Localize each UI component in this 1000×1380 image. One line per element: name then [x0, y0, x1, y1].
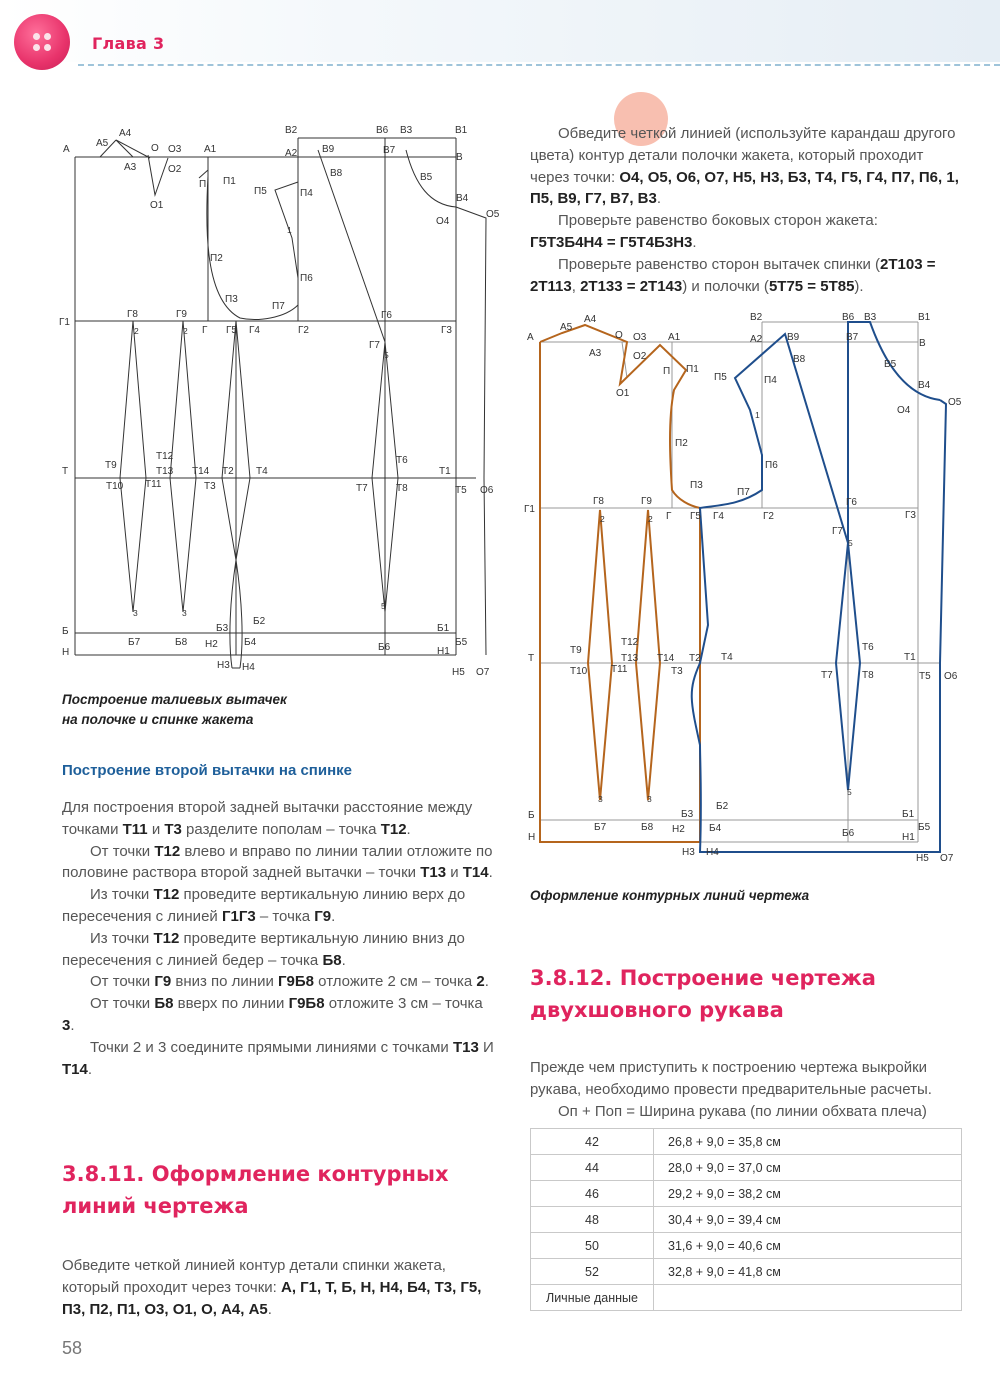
- fig1-label-b6: В6: [376, 125, 389, 136]
- fig1-label-p1: П1: [223, 176, 236, 187]
- fig1-label-p2: П2: [210, 253, 223, 264]
- table-row: [531, 1233, 962, 1259]
- fig2-label-bb: Б: [528, 810, 535, 821]
- fig1-label-o4: О4: [436, 216, 450, 227]
- fig2-label-1: 1: [755, 410, 760, 420]
- fig1-label-g7: Г7: [369, 340, 380, 351]
- fig1-label-t9: Т9: [105, 460, 117, 471]
- fig2-label-g2: Г2: [763, 511, 774, 522]
- fig2-label-p: П: [663, 366, 671, 377]
- size-cell: 42: [531, 1129, 654, 1155]
- fig1-label-n4: Н4: [242, 662, 255, 673]
- fig2-label-t: Т: [528, 653, 535, 664]
- fig1-label-g4: Г4: [249, 325, 260, 336]
- fig2-label-g7: Г7: [832, 526, 843, 537]
- fig1-label-t: Т: [62, 466, 69, 477]
- fig2-label-b3: В3: [864, 312, 877, 323]
- left-body-text: Для построения второй задней вытачки расстояние между точками Т11 и Т3 разделите пополам – точка Т12. От точки Т12 влево и вправо по линии талии отложите по половине раствора второй задней вытачки – точки Т13 и Т14. Из точки Т12 проведите вертикальную линию верх до пересечения с линией Г1Г3 – точка Г9. Из точки Т12 проведите вертикальную линию вниз до пересечения с линией бедер – точка Б8. От точки Г9 вниз по линии Г9Б8 отложите 2 см – точка 2. От точки Б8 вверх по линии Г9Б8 отложите 3 см – точка 3. Точки 2 и 3 соедините прямыми линиями с точками Т13 И Т14.: [62, 799, 494, 1078]
- fig1-label-t8: Т8: [396, 483, 408, 494]
- figure-contour-lines: [524, 306, 970, 868]
- fig1-label-bb4: Б4: [244, 637, 257, 648]
- figure1-caption: [62, 690, 287, 730]
- fig1-label-a: А: [63, 144, 70, 155]
- fig2-label-o: О: [615, 330, 623, 341]
- fig1-label-n: Н: [62, 647, 70, 658]
- fig1-label-g5: Г5: [226, 325, 237, 336]
- size-cell: 48: [531, 1207, 654, 1233]
- table-row: [531, 1259, 962, 1285]
- fig1-label-b3: В3: [400, 125, 413, 136]
- fig1-label-o6: О6: [480, 485, 494, 496]
- fig2-label-t10: Т10: [570, 666, 588, 677]
- fig2-label-o5: О5: [948, 397, 962, 408]
- fig1-label-o2: О2: [168, 164, 182, 175]
- figure1-caption-line2: на полочке и спинке жакета: [62, 712, 254, 727]
- pattern-drawing-1: [58, 118, 498, 678]
- fig2-label-o4: О4: [897, 405, 911, 416]
- table-row: [531, 1155, 962, 1181]
- fig1-label-2b: 2: [183, 326, 188, 336]
- fig2-label-bb2: Б2: [716, 801, 729, 812]
- fig2-label-p5: П5: [714, 372, 727, 383]
- fig1-label-bb8: Б8: [175, 637, 188, 648]
- fig2-label-3a: 3: [598, 794, 603, 804]
- fig1-label-b2: В2: [285, 125, 298, 136]
- calc-cell: 32,8 + 9,0 = 41,8 см: [654, 1259, 962, 1285]
- fig2-label-b7: В7: [846, 332, 859, 343]
- section-title-3-8-12: [530, 962, 876, 1026]
- fig2-label-b9: В9: [787, 332, 800, 343]
- fig2-label-g5: Г5: [690, 511, 701, 522]
- fig2-label-a3: А3: [589, 348, 602, 359]
- fig2-label-t13: Т13: [621, 653, 639, 664]
- fig2-label-n5: Н5: [916, 853, 929, 864]
- fig1-label-b4: В4: [456, 193, 469, 204]
- fig1-label-bb6: Б6: [378, 642, 391, 653]
- size-cell: 46: [531, 1181, 654, 1207]
- calc-cell: 26,8 + 9,0 = 35,8 см: [654, 1129, 962, 1155]
- fig2-label-b6: В6: [842, 312, 855, 323]
- fig2-label-a: А: [527, 332, 534, 343]
- sleeve-intro-line2: рукава, необходимо провести предварительные расчеты.: [530, 1080, 932, 1098]
- fig2-label-g8: Г8: [593, 496, 604, 507]
- fig2-label-g9: Г9: [641, 496, 652, 507]
- fig1-label-t12: Т12: [156, 451, 174, 462]
- fig1-label-o7: О7: [476, 667, 490, 678]
- fig2-label-bb7: Б7: [594, 822, 607, 833]
- fig1-label-t3: Т3: [204, 481, 216, 492]
- table-row: [531, 1285, 962, 1311]
- fig1-label-t5: Т5: [455, 485, 467, 496]
- pattern-drawing-2: [524, 306, 970, 868]
- fig1-label-bb7: Б7: [128, 637, 141, 648]
- fig1-label-g: Г: [202, 325, 208, 336]
- fig1-label-o5: О5: [486, 209, 500, 220]
- fig1-label-5b: 5: [381, 601, 386, 611]
- table-row: [531, 1129, 962, 1155]
- fig1-label-a4: А4: [119, 128, 132, 139]
- chapter-title: Глава 3: [92, 34, 165, 53]
- fig2-label-a5: А5: [560, 322, 573, 333]
- fig1-label-t11: Т11: [145, 479, 162, 490]
- fig2-label-n2: Н2: [672, 824, 685, 835]
- fig1-label-p4: П4: [300, 188, 313, 199]
- fig2-label-3b: 3: [647, 794, 652, 804]
- fig2-label-bb4: Б4: [709, 823, 722, 834]
- fig1-label-n1: Н1: [437, 646, 450, 657]
- fig1-label-b1: В1: [455, 125, 468, 136]
- fig1-label-b: В: [456, 152, 463, 163]
- fig2-label-p7: П7: [737, 487, 750, 498]
- fig1-label-g3: Г3: [441, 325, 452, 336]
- section-title-3-8-12-line2: двухшовного рукава: [530, 998, 784, 1022]
- fig1-label-o3: О3: [168, 144, 182, 155]
- fig1-label-g1: Г1: [59, 317, 70, 328]
- fig2-label-b5: В5: [884, 359, 897, 370]
- fig2-label-t12: Т12: [621, 637, 639, 648]
- fig1-label-p6: П6: [300, 273, 313, 284]
- fig1-label-3b: 3: [182, 608, 187, 618]
- fig1-label-b7: В7: [383, 145, 396, 156]
- figure1-labels: [59, 125, 500, 678]
- fig2-label-2a: 2: [600, 514, 605, 524]
- fig1-label-t7: Т7: [356, 483, 368, 494]
- fig2-label-b: В: [919, 338, 926, 349]
- fig1-label-g9: Г9: [176, 309, 187, 320]
- fig1-label-b8: В8: [330, 168, 343, 179]
- fig1-label-n5: Н5: [452, 667, 465, 678]
- fig2-label-b1: В1: [918, 312, 931, 323]
- fig1-label-b9: В9: [322, 144, 335, 155]
- fig2-label-n: Н: [528, 832, 536, 843]
- figure2-caption: Оформление контурных линий чертежа: [530, 888, 810, 903]
- fig2-label-5a: 5: [848, 538, 853, 548]
- front-contour-lines: [692, 322, 946, 852]
- fig1-label-t10: Т10: [106, 481, 124, 492]
- fig1-label-bb: Б: [62, 626, 69, 637]
- fig2-label-t14: Т14: [657, 653, 675, 664]
- right-intro-text: Обведите четкой линией (используйте карандаш другого цвета) контур детали полочки жакета, который проходит через точки: О4, О5, О6, О7, Н5, Н3, Б3, Т4, Г5, Г4, П7, П6, 1, П5, В9, Г7, В7, В3. Проверьте равенство боковых сторон жакета: Г5Т3Б4Н4 = Г5Т4Б3Н3. Проверьте равенство сторон вытачек спинки (2Т103 = 2Т113, 2Т133 = 2Т143) и полочки (5Т75 = 5Т85).: [530, 125, 959, 295]
- sewing-button-icon: [14, 14, 70, 70]
- fig1-label-g8: Г8: [127, 309, 138, 320]
- sleeve-intro-text: [530, 1057, 970, 1122]
- fig1-label-3a: 3: [133, 608, 138, 618]
- sleeve-width-table: [530, 1128, 962, 1311]
- fig2-label-bb8: Б8: [641, 822, 654, 833]
- size-cell: 44: [531, 1155, 654, 1181]
- fig2-label-b4: В4: [918, 380, 931, 391]
- fig2-label-t5: Т5: [919, 671, 931, 682]
- header-divider: [78, 64, 1000, 66]
- sleeve-width-formula: Оп + Поп = Ширина рукава (по линии обхвата плеча): [558, 1102, 927, 1120]
- section-title-3-8-11-line2: линий чертежа: [62, 1194, 249, 1218]
- fig2-label-n1: Н1: [902, 832, 915, 843]
- figure1-caption-line1: Построение талиевых вытачек: [62, 692, 287, 707]
- fig2-label-n4: Н4: [706, 847, 719, 858]
- fig2-label-o1: О1: [616, 388, 630, 399]
- fig1-label-t6: Т6: [396, 455, 408, 466]
- calc-cell: 28,0 + 9,0 = 37,0 см: [654, 1155, 962, 1181]
- section-title-3-8-11: [62, 1158, 449, 1222]
- fig2-label-t7: Т7: [821, 670, 833, 681]
- figure-dart-construction: [58, 118, 498, 678]
- fig1-label-p5: П5: [254, 186, 267, 197]
- fig1-label-5a: 5: [384, 350, 389, 360]
- fig2-label-t11: Т11: [611, 664, 628, 675]
- size-cell: 50: [531, 1233, 654, 1259]
- fig1-label-o: О: [151, 143, 159, 154]
- fig2-label-o6: О6: [944, 671, 958, 682]
- fig2-label-a4: А4: [584, 314, 597, 325]
- left-outline-text: Обведите четкой линией контур детали спинки жакета, который проходит через точки: А, Г1, Т, Б, Н, Н4, Б4, Т3, Г5, П3, П2, П1, О3, О1, О, А4, А5.: [62, 1257, 482, 1318]
- fig1-label-o1: О1: [150, 200, 164, 211]
- fig1-label-a3: А3: [124, 162, 137, 173]
- fig1-label-a5: А5: [96, 138, 109, 149]
- calc-cell: [654, 1285, 962, 1311]
- fig2-label-p1: П1: [686, 364, 699, 375]
- fig2-label-a1: А1: [668, 332, 681, 343]
- fig1-label-t4: Т4: [256, 466, 268, 477]
- fig2-label-t8: Т8: [862, 670, 874, 681]
- fig1-label-g2: Г2: [298, 325, 309, 336]
- fig1-label-b5: В5: [420, 172, 433, 183]
- fig1-label-t1: Т1: [439, 466, 451, 477]
- fig2-label-t6: Т6: [862, 642, 874, 653]
- fig1-label-bb3: Б3: [216, 623, 229, 634]
- fig2-label-o7: О7: [940, 853, 954, 864]
- fig2-label-t4: Т4: [721, 652, 733, 663]
- fig1-label-a1: А1: [204, 144, 217, 155]
- sleeve-intro-line1: Прежде чем приступить к построению чертежа выкройки: [530, 1059, 928, 1076]
- fig2-label-5b: 5: [847, 787, 852, 797]
- fig1-label-t2: Т2: [222, 466, 234, 477]
- section-title-3-8-12-line1: 3.8.12. Построение чертежа: [530, 966, 876, 990]
- fig2-label-g: Г: [666, 511, 672, 522]
- fig1-label-t14: Т14: [192, 466, 210, 477]
- fig2-label-g3: Г3: [905, 510, 916, 521]
- fig1-label-n2: Н2: [205, 639, 218, 650]
- fig1-label-p: П: [199, 179, 207, 190]
- subheading-second-dart: Построение второй вытачки на спинке: [62, 762, 352, 779]
- fig1-label-bb1: Б1: [437, 623, 450, 634]
- fig2-label-o3: О3: [633, 332, 647, 343]
- fig2-label-n3: Н3: [682, 847, 695, 858]
- fig2-label-p6: П6: [765, 460, 778, 471]
- fig2-label-a2: А2: [750, 334, 763, 345]
- size-cell: Личные данные: [531, 1285, 654, 1311]
- fig2-label-bb3: Б3: [681, 809, 694, 820]
- fig1-label-n3: Н3: [217, 660, 230, 671]
- fig1-label-t13: Т13: [156, 466, 174, 477]
- fig1-label-bb5: Б5: [455, 637, 468, 648]
- fig2-label-bb5: Б5: [918, 822, 931, 833]
- fig2-label-t3: Т3: [671, 666, 683, 677]
- fig2-label-g4: Г4: [713, 511, 724, 522]
- fig2-label-p2: П2: [675, 438, 688, 449]
- table-row: [531, 1181, 962, 1207]
- fig1-label-2a: 2: [134, 326, 139, 336]
- fig2-label-o2: О2: [633, 351, 647, 362]
- fig2-label-bb1: Б1: [902, 809, 915, 820]
- fig1-label-g6: Г6: [381, 310, 392, 321]
- fig1-label-a2: А2: [285, 148, 298, 159]
- fig2-label-2b: 2: [648, 514, 653, 524]
- fig2-label-g1: Г1: [524, 504, 535, 515]
- back-contour-lines: [540, 325, 700, 842]
- fig2-label-b2: В2: [750, 312, 763, 323]
- section-title-3-8-11-line1: 3.8.11. Оформление контурных: [62, 1162, 449, 1186]
- fig2-label-t2: Т2: [689, 653, 701, 664]
- fig2-label-t1: Т1: [904, 652, 916, 663]
- calc-cell: 29,2 + 9,0 = 38,2 см: [654, 1181, 962, 1207]
- fig1-label-1: 1: [287, 225, 292, 235]
- fig1-label-p3: П3: [225, 294, 238, 305]
- fig1-label-bb2: Б2: [253, 616, 266, 627]
- fig2-label-bb6: Б6: [842, 828, 855, 839]
- fig2-label-g6: Г6: [846, 497, 857, 508]
- fig2-label-t9: Т9: [570, 645, 582, 656]
- page-number: 58: [62, 1338, 83, 1358]
- size-cell: 52: [531, 1259, 654, 1285]
- fig2-label-p4: П4: [764, 375, 777, 386]
- fig2-label-p3: П3: [690, 480, 703, 491]
- table-row: [531, 1207, 962, 1233]
- fig2-label-b8: В8: [793, 354, 806, 365]
- calc-cell: 30,4 + 9,0 = 39,4 см: [654, 1207, 962, 1233]
- calc-cell: 31,6 + 9,0 = 40,6 см: [654, 1233, 962, 1259]
- fig1-label-p7: П7: [272, 301, 285, 312]
